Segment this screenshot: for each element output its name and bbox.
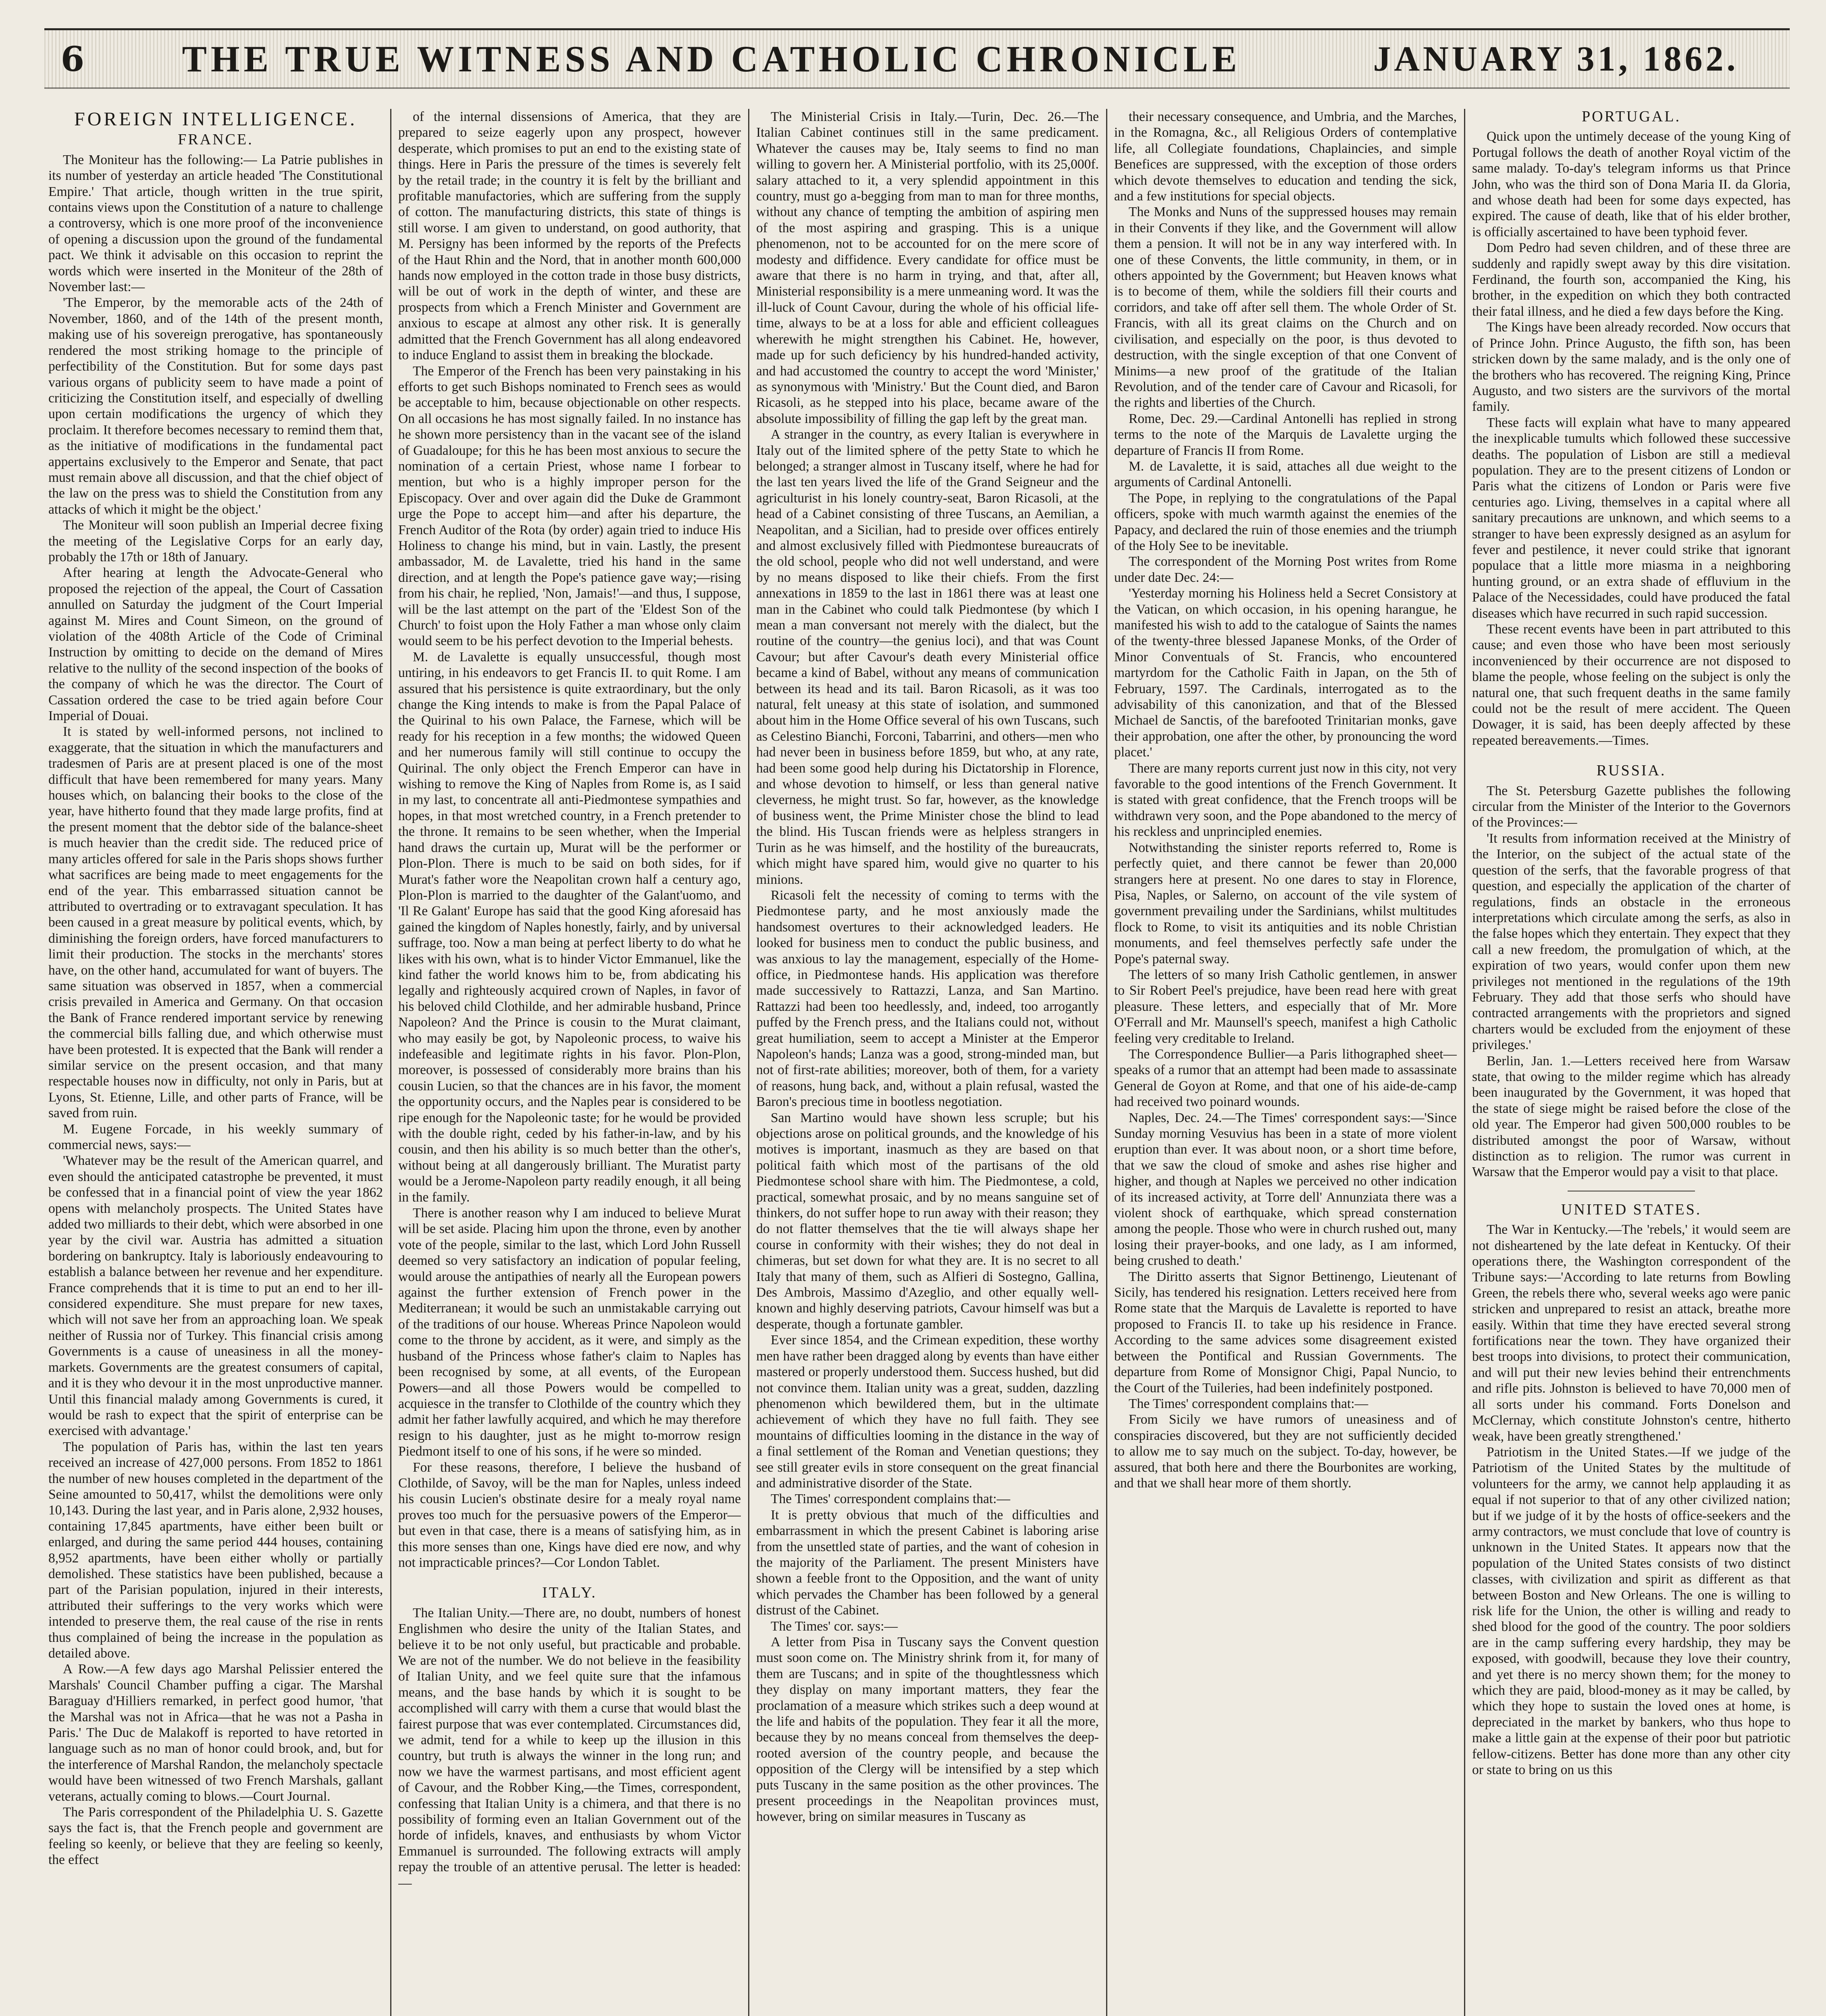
article-paragraph: The Diritto asserts that Signor Bettinengo, Lieutenant of Sicily, has tendered his resignation. Letters received here from Rome state that the Marquis de Lavalette is reported to have proposed to Francis II. to take up his residence in France. According to the same advices some disagreement existed between the Pontifical and Russian Governments. The departure from Rome of Monsignor Chigi, Papal Nuncio, to the Court of the Tuileries, had been indefinitely postponed. bbox=[1114, 1269, 1457, 1395]
article-paragraph: 'It results from information received at the Ministry of the Interior, on the subject of the actual state of the question of the serfs, that the favorable progress of that question, and especially the application of the charter of regulations, finds an obstacle in the erroneous interpretations which circulate among the serfs, as also in the false hopes which they entertain. They expect that they call a new freedom, the promulgation of which, at the expiration of two years, would confer upon them new privileges not mentioned in the regulations of the 19th February. They add that those serfs who should have contracted arrangements with the proprietors and signed charters would be excluded from the enjoyment of these privileges.' bbox=[1472, 831, 1791, 1053]
article-paragraph: of the internal dissensions of America, that they are prepared to seize eagerly upon any prospect, however desperate, which promises to put an end to the existing state of things. Here in Paris the pressure of the times is severely felt by the retail trade; in the country it is felt by the brilliant and profitable manufactories, which are suffering from the supply of cotton. The manufacturing districts, this state of things is still worse. I am given to understand, on good authority, that M. Persigny has been informed by the reports of the Prefects of the Haut Rhin and the Nord, that in another month 600,000 hands now employed in the cotton trade in those busy districts, will be out of work in the depth of winter, and these are prospects from which a French Minister and Government are anxious to escape at almost any other risk. It is generally admitted that the French Government has all along endeavored to induce England to assist them in breaking the blockade. bbox=[398, 109, 741, 363]
issue-date: JANUARY 31, 1862. bbox=[1373, 39, 1739, 79]
article-paragraph: The letters of so many Irish Catholic gentlemen, in answer to Sir Robert Peel's prejudice, have been read here with great pleasure. These letters, and especially that of Mr. More O'Ferrall and Mr. Maunsell's speech, manifest a high Catholic feeling very creditable to Ireland. bbox=[1114, 967, 1457, 1046]
article-paragraph: 'Yesterday morning his Holiness held a Secret Consistory at the Vatican, on which occasion, in his opening harangue, he manifested his wish to add to the catalogue of Saints the names of the twenty-three blessed Japanese Monks, of the Order of Minor Conventuals of St. Francis, who encountered martyrdom for the Catholic Faith in Japan, on the 5th of February, 1597. The Cardinals, interrogated as to the advisability of this canonization, and that of the Blessed Michael de Sanctis, of the barefooted Trinitarian monks, gave their approbation, one after the other, by pronouncing the word placet.' bbox=[1114, 586, 1457, 760]
article-paragraph: A Row.—A few days ago Marshal Pelissier entered the Marshals' Council Chamber puffing a cigar. The Marshal Baraguay d'Hilliers remarked, in perfect good humor, 'that the Marshal was not in Africa—that he was not a Pasha in Paris.' The Duc de Malakoff is reported to have retorted in language such as no man of honor could brook, and, but for the interference of Marshal Randon, the melancholy spectacle would have been witnessed of two French Marshals, gallant veterans, actually coming to blows.—Court Journal. bbox=[48, 1662, 383, 1804]
column-3 bbox=[756, 109, 1099, 2016]
article-paragraph: The War in Kentucky.—The 'rebels,' it would seem are not disheartened by the late defeat in Kentucky. Of their operations there, the Washington correspondent of the Tribune says:—'According to late returns from Bowling Green, the rebels there who, several weeks ago were panic stricken and unprepared to resist an attack, breathe more easily. Within that time they have erected several strong fortifications near the town. They have organized their best troops into divisions, to protect their communication, and will put their new levies behind their entrenchments and rifle pits. Johnston is believed to have 70,000 men of all sorts under his command. Forts Donelson and McClernay, which constitute Johnston's centre, hitherto weak, have been greatly strengthened.' bbox=[1472, 1222, 1791, 1444]
article-paragraph: The Paris correspondent of the Philadelphia U. S. Gazette says the fact is, that the French people and government are feeling so keenly, or believe that they are feeling so keenly, the effect bbox=[48, 1805, 383, 1868]
article-paragraph: Berlin, Jan. 1.—Letters received here from Warsaw state, that owing to the milder regime which has already been inaugurated by the Government, it was hoped that the state of siege might be raised before the close of the old year. The Emperor had given 500,000 roubles to be distributed amongst the poor of Warsaw, without distinction as to religion. The rumor was current in Warsaw that the Emperor would pay a visit to that place. bbox=[1472, 1053, 1791, 1180]
article-paragraph: A letter from Pisa in Tuscany says the Convent question must soon come on. The Ministry shrink from it, for many of them are Tuscans; and in spite of the thoughtlessness which they display on many important matters, they fear the proclamation of a measure which strikes such a deep wound at the life and habits of the population. They fear it all the more, because they by no means conceal from themselves the deep-rooted aversion of the country people, and because the opposition of the Clergy will be intensified by a step which puts Tuscany in the same position as the other provinces. The present proceedings in the Neapolitan provinces must, however, bring on similar measures in Tuscany as bbox=[756, 1635, 1099, 1824]
article-paragraph: These facts will explain what have to many appeared the inexplicable tumults which followed these successive deaths. The population of Lisbon are still a medieval population. They are to the present citizens of London or Paris what the citizens of London or Paris were five centuries ago. Living, themselves in a capital where all sanitary precautions are unknown, and which seems to a stranger to have been expressly designed as an asylum for fever and pestilence, it never could strike that ignorant populace that a little more miasma in a neighboring hunting ground, or an extra shade of effluvium in the Palace of the Necessidades, could have produced the fatal diseases which have recurred in such rapid succession. bbox=[1472, 415, 1791, 621]
article-paragraph: Ricasoli felt the necessity of coming to terms with the Piedmontese party, and he most anxiously made the handsomest overtures to their acknowledged leaders. He looked for business men to conduct the public business, and was anxious to lay the management, especially of the Home-office, in Piedmontese hands. His application was therefore made successively to Rattazzi, Lanza, and San Martino. Rattazzi had been too heedlessly, and, indeed, too arrogantly puffed by the French press, and the Italians could not, without great humiliation, seem to accept a Minister at the Emperor Napoleon's hands; Lanza was a good, strong-minded man, but not of first-rate abilities; moreover, both of them, for a variety of reasons, hung back, and, without a plain refusal, wasted the Baron's precious time in bootless negotiation. bbox=[756, 887, 1099, 1110]
article-paragraph: The population of Paris has, within the last ten years received an increase of 427,000 persons. From 1852 to 1861 the number of new houses completed in the department of the Seine amounted to 50,417, whilst the demolitions were only 10,143. During the last year, and in Paris alone, 2,932 houses, containing 17,845 apartments, have either been built or enlarged, and during the same period 444 houses, containing 8,952 apartments, have been either wholly or partially demolished. These statistics have been published, because a part of the Parisian population, injured in their interests, attributed their sufferings to the very works which were intended to preserve them, the real cause of the rise in rents thus complained of being the increase in the population as detailed above. bbox=[48, 1439, 383, 1661]
article-paragraph: The Times' correspondent complains that:— bbox=[771, 1491, 1011, 1507]
article-paragraph: Naples, Dec. 24.—The Times' correspondent says:—'Since Sunday morning Vesuvius has been in a state of more violent eruption than ever. It was about noon, or a short time before, that we saw the cloud of smoke and ashes rise higher and higher, and though at Naples we perceived no other indication of its increased activity, at Torre dell' Annunziata there was a violent shock of earthquake, which spread consternation among the people. Those who were in church rushed out, many losing their prayer-books, and one lady, as I am informed, being crushed to death.' bbox=[1114, 1110, 1457, 1268]
article-paragraph: Dom Pedro had seven children, and of these three are suddenly and rapidly swept away by this dire visitation. Ferdinand, the fourth son, accompanied the King, his brother, in the expedition on which they both contracted their fatal illness, and he died a few days before the King. bbox=[1472, 240, 1791, 319]
article-paragraph: M. Eugene Forcade, in his weekly summary of commercial news, says:— bbox=[48, 1121, 383, 1152]
article-paragraph: The Italian Unity.—There are, no doubt, numbers of honest Englishmen who desire the unity of the Italian States, and believe it to be not only useful, but practicable and probable. We are not of the number. We do not believe in the feasibility of Italian Unity, and we feel quite sure that the infamous means, and the base hands by which it is sought to be accomplished will carry with them a curse that would blast the fairest purpose that was ever contemplated. Circumstances did, we admit, tend for a while to keep up the illusion in this country, but truth is always the winner in the long run; and now we have the warmest partisans, and most efficient agent of Cavour, and the Robber King,—the Times, correspondent, confessing that Italian Unity is a chimera, and that there is no possibility of forming even an Italian Government out of the horde of infidels, knaves, and enthusiasts by whom Victor Emmanuel is surrounded. The following extracts will amply repay the trouble of an attentive perusal. The letter is headed:— bbox=[398, 1605, 741, 1891]
column-rule bbox=[1464, 109, 1465, 2016]
article-paragraph: The Times' cor. says:— bbox=[771, 1618, 898, 1634]
column-rule bbox=[1106, 109, 1107, 2016]
article-paragraph: Rome, Dec. 29.—Cardinal Antonelli has replied in strong terms to the note of the Marquis de Lavalette urging the departure of Francis II from Rome. bbox=[1114, 411, 1457, 458]
section-heading-italy: ITALY. bbox=[542, 1584, 597, 1602]
article-paragraph: The Kings have been already recorded. Now occurs that of Prince John. Prince Augusto, the fifth son, has been stricken down by the same malady, and is the only one of the brothers who has recovered. The reigning King, Prince Augusto, and two sisters are the survivors of the mortal family. bbox=[1472, 320, 1791, 414]
column-2 bbox=[398, 109, 741, 2016]
masthead bbox=[44, 28, 1790, 89]
column-4 bbox=[1114, 109, 1457, 2016]
article-paragraph: A stranger in the country, as every Italian is everywhere in Italy out of the limited sphere of the petty State to which he belonged; a stranger almost in Tuscany itself, where he had for the last ten years lived the life of the Grand Seigneur and the agriculturist in his lonely country-seat, Baron Ricasoli, at the head of a Cabinet consisting of three Tuscans, an Aemilian, a Neapolitan, and a Sicilian, had to preside over offices entirely and almost exclusively filled with Piedmontese bureaucrats of the old school, people who did not well understand, and were by no means disposed to like their chiefs. From the first annexations in 1859 to the last in 1861 there was at least one man in the Cabinet who could talk Piedmontese (by which I mean a man conversant not merely with the dialect, but the routine of the country—the genius loci), and that was Count Cavour; but after Cavour's death every Ministerial office became a kind of Babel, without any means of communication between its head and its tail. Baron Ricasoli, as it was too natural, felt uneasy at this state of isolation, and summoned about him in the Home Office several of his own Tuscans, such as Celestino Bianchi, Forconi, Tabarrini, and others—men who had never been in business before 1859, but who, at any rate, had been some good help during his Dictatorship in Florence, and whose devotion to himself, or less than general native cleverness, he might trust. So far, however, as the knowledge of business went, the Prime Minister chose the blind to lead the blind. His Tuscan friends were as helpless strangers in Turin as he was himself, and the hostility of the bureaucrats, which might have spared him, would give no quarter to his minions. bbox=[756, 427, 1099, 887]
page-number: 6 bbox=[60, 39, 85, 79]
article-paragraph: San Martino would have shown less scruple; but his objections arose on political grounds, and the knowledge of his motives is important, inasmuch as they are based on that political faith which most of the partisans of the old Piedmontese school share with him. The Piedmontese, a cold, practical, somewhat prosaic, and by no means sanguine set of thinkers, do not suffer hope to run away with their reason; they do not flatter themselves that the tie will always shape her course in conformity with their wishes; they do not deal in chimeras, but set down for what they are. It is no secret to all Italy that many of them, such as Alfieri di Sostegno, Gallina, Des Ambrois, Massimo d'Azeglio, and other equally well-known and highly deserving patriots, Cavour himself was but a desperate, though a fortunate gambler. bbox=[756, 1110, 1099, 1332]
section-heading-portugal: PORTUGAL. bbox=[1582, 109, 1681, 125]
article-paragraph: The Pope, in replying to the congratulations of the Papal officers, spoke with much warmth against the enemies of the Papacy, and declared the ruin of those enemies and the triumph of the Holy See to be inevitable. bbox=[1114, 490, 1457, 553]
article-paragraph: From Sicily we have rumors of uneasiness and of conspiracies discovered, but they are not sufficiently decided to allow me to say much on the subject. To-day, however, be assured, that both here and there the Bourbonites are working, and that we shall hear more of them shortly. bbox=[1114, 1412, 1457, 1491]
article-paragraph: M. de Lavalette, it is said, attaches all due weight to the arguments of Cardinal Antonelli. bbox=[1114, 458, 1457, 490]
article-paragraph: Ever since 1854, and the Crimean expedition, these worthy men have rather been dragged along by events than have either mastered or properly understood them. Success hushed, but did not convince them. Italian unity was a great, sudden, dazzling phenomenon which bewildered them, but in the ultimate achievement of which they have no full faith. They see mountains of difficulties looming in the distance in the way of a final settlement of the Roman and Venetian questions; they see still greater evils in store consequent on the great financial and administrative disorder of the State. bbox=[756, 1333, 1099, 1491]
section-heading-france: FRANCE. bbox=[178, 131, 254, 148]
article-paragraph: 'Whatever may be the result of the American quarrel, and even should the anticipated catastrophe be prevented, it must be confessed that in a financial point of view the year 1862 opens with melancholy prospects. The United States have added two milliards to their debt, which were absorbed in one year by the civil war. Austria has admitted a situation bordering on bankruptcy. Italy is laboriously endeavouring to establish a balance between her revenue and her expenditure. France comprehends that it is time to put an end to her ill-considered expenditure. She must prepare for new taxes, which will not save her from an approaching loan. We speak neither of Russia nor of Turkey. This financial crisis among Governments is a cause of uneasiness in all the money-markets. Governments are the greatest consumers of capital, and it is they who devour it in the most unproductive manner. Until this financial malady among Governments is cured, it would be rash to expect that the spirit of enterprise can be exercised with advantage.' bbox=[48, 1153, 383, 1439]
column-5 bbox=[1472, 109, 1791, 2016]
newspaper-title: THE TRUE WITNESS AND CATHOLIC CHRONICLE bbox=[182, 38, 1241, 79]
article-paragraph: There are many reports current just now in this city, not very favorable to the good intentions of the French Government. It is stated with great confidence, that the French troops will be withdrawn very soon, and the Pope abandoned to the mercy of his reckless and unprincipled enemies. bbox=[1114, 760, 1457, 839]
article-paragraph: M. de Lavalette is equally unsuccessful, though most untiring, in his endeavors to get Francis II. to quit Rome. I am assured that his persistence is quite extraordinary, but the only change the King intends to make is from the Papal Palace of the Quirinal to his own Palace, the Farnese, which will be ready for his reception in a few months; the widowed Queen and her numerous family will still continue to occupy the Quirinal. The only object the French Emperor can have in wishing to remove the King of Naples from Rome is, as I said in my last, to concentrate all anti-Piedmontese sympathies and hopes, in that most wretched country, in a French pretender to the throne. It remains to be seen whether, when the Imperial hand draws the curtain up, Murat will be the performer or Plon-Plon. There is much to be said on both sides, for if Murat's father wore the Neapolitan crown half a century ago, Plon-Plon is married to the daughter of the Galant'uomo, and 'Il Re Galant' Europe has said that the good King aforesaid has gained the kingdom of Naples honestly, fairly, and by universal suffrage, too. Now a man being at perfect liberty to do what he likes with his own, what is to hinder Victor Emmanuel, like the kind father the world knows him to be, from abdicating his legally and righteously acquired crown of Naples, in favor of his beloved child Clothilde, and her admirable husband, Prince Napoleon? And the Prince is cousin to the Murat claimant, who may easily be got, by Napoleonic process, to waive his indefeasible and legitimate rights in his favor. Plon-Plon, moreover, is possessed of considerably more brains than his cousin Lucien, so that the chances are in his favor, the moment the opportunity occurs, and the Naples pear is considered to be ripe enough for the Napoleonic taste; for he would be provided with the double right, ceded by his father-in-law, and by his cousin, and then his ability is so much better than the other's, without being at all dangerously brilliant. The Muratist party would be a Jerome-Napoleon party readily enough, it all being in the family. bbox=[398, 649, 741, 1205]
article-paragraph: The correspondent of the Morning Post writes from Rome under date Dec. 24:— bbox=[1114, 554, 1457, 585]
article-paragraph: It is stated by well-informed persons, not inclined to exaggerate, that the situation in which the manufacturers and tradesmen of Paris are at present placed is one of the most difficult that have been remembered for many years. Many houses which, on balancing their books to the close of the year, have hitherto found that they made large profits, find at the present moment that the debtor side of the balance-sheet is much heavier than the credit side. The reduced price of many articles offered for sale in the Paris shops shows further what sacrifices are being made to meet engagements for the end of the year. This embarrassed situation cannot be attributed to overtrading or to extravagant speculation. It has been caused in a great measure by political events, which, by diminishing the foreign orders, have forced manufacturers to limit their production. The stocks in the merchants' stores have, on the other hand, accumulated for want of buyers. The same situation was observed in 1857, when a commercial crisis prevailed in America and Germany. On that occasion the Bank of France rendered important service by renewing the commercial bills falling due, and which otherwise must have been protested. It is expected that the Bank will render a similar service on the present occasion, and that many respectable houses now in difficulty, not only in Paris, but at Lyons, St. Etienne, Lille, and other parts of France, will be saved from ruin. bbox=[48, 724, 383, 1121]
article-paragraph: The Moniteur has the following:— La Patrie publishes in its number of yesterday an article headed 'The Constitutional Empire.' That article, though written in the true spirit, contains views upon the Constitution of a nature to challenge a controversy, which is one more proof of the inconvenience of opening a discussion upon the ground of the fundamental pact. We think it advisable on this occasion to reprint the words which were inserted in the Moniteur of the 28th of November last:— bbox=[48, 152, 383, 295]
article-paragraph: The Correspondence Bullier—a Paris lithographed sheet—speaks of a rumor that an attempt had been made to assassinate General de Goyon at Rome, and that one of his aide-de-camp had received two poinard wounds. bbox=[1114, 1046, 1457, 1110]
article-paragraph: Patriotism in the United States.—If we judge of the Patriotism of the United States by the multitude of volunteers for the army, we cannot help applauding it as equal if not superior to that of any other civilized nation; but if we judge of it by the hosts of office-seekers and the army contractors, we must conclude that love of country is unknown in the United States. It appears now that the population of the United States consists of two distinct classes, with civilization and spirit as different as that between Boston and New Orleans. The one is willing to risk life for the Union, the other is willing and ready to shed blood for the good of the country. The poor soldiers are in the camp suffering every hardship, they may be exposed, with goodwill, because they love their country, and yet there is no mercy shown them; for the money to which they are paid, blood-money as it may be called, by which they hope to sustain the loved ones at home, is depreciated in the market by bankers, who thus hope to make a little gain at the expense of their poor but patriotic fellow-citizens. Better has done more than any other city or state to bring on us this bbox=[1472, 1444, 1791, 1778]
article-paragraph: The Ministerial Crisis in Italy.—Turin, Dec. 26.—The Italian Cabinet continues still in the same predicament. Whatever the causes may be, Italy seems to find no man willing to govern her. A Ministerial portfolio, with its 25,000f. salary attached to it, a very splendid appointment in this country, must go a-begging from man to man for three months, without any chance of tempting the ambition of aspiring men of the most aspiring and grasping. This is a unique phenomenon, not to be accounted for on the mere score of modesty and diffidence. Every candidate for office must be aware that there is no harm in trying, and that, after all, Ministerial responsibility is a mere unmeaning word. It was the ill-luck of Count Cavour, during the whole of his official life-time, always to be at a loss for able and efficient colleagues wherewith he might strengthen his Cabinet. He, however, made up for such deficiency by his hundred-handed activity, and had accustomed the country to accept the word 'Minister,' as synonymous with 'Ministry.' But the Count died, and Baron Ricasoli, as he stepped into his place, became aware of the absolute impossibility of filling the gap left by the great man. bbox=[756, 109, 1099, 426]
article-paragraph: It is pretty obvious that much of the difficulties and embarrassment in which the present Cabinet is laboring arise from the unsettled state of parties, and the want of cohesion in the majority of the Parliament. The present Ministers have shown a feeble front to the Opposition, and the want of unity which pervades the Chamber has been followed by a general distrust of the Cabinet. bbox=[756, 1507, 1099, 1618]
column-rule bbox=[390, 109, 391, 2016]
article-paragraph: The Monks and Nuns of the suppressed houses may remain in their Convents if they like, and the Government will allow them a pension. It will not be in any way interfered with. In one of these Convents, the little community, in them, or in others appointed by the Government; but Heaven knows what is to become of them, while the soldiers fill their courts and corridors, and take off after sell them. The whole Order of St. Francis, with all its great claims on the Church and on civilisation, and especially on the poor, is thus devoted to destruction, with the single exception of that one Convent of Minims—a new proof of the gratitude of the Italian Revolution, and of the tender care of Cavour and Ricasoli, for the rights and liberties of the Church. bbox=[1114, 204, 1457, 410]
article-paragraph: Quick upon the untimely decease of the young King of Portugal follows the death of another Royal victim of the same malady. To-day's telegram informs us that Prince John, who was the third son of Dona Maria II. da Gloria, and whose death had been for some days expected, has expired. The cause of death, like that of his elder brother, is officially ascertained to have been typhoid fever. bbox=[1472, 129, 1791, 240]
article-paragraph: After hearing at length the Advocate-General who proposed the rejection of the appeal, the Court of Cassation annulled on Saturday the judgment of the Court Imperial against M. Mires and Count Simeon, on the ground of violation of the 408th Article of the Code of Criminal Instruction by omitting to decide on the demand of Mires relative to the nullity of the second inspection of the books of the company of which he was the director. The Court of Cassation ordered the case to be tried again before Cour Imperial of Douai. bbox=[48, 565, 383, 724]
article-paragraph: The St. Petersburg Gazette publishes the following circular from the Minister of the Interior to the Governors of the Provinces:— bbox=[1472, 783, 1791, 830]
article-paragraph: The Times' correspondent complains that:— bbox=[1129, 1396, 1368, 1411]
article-paragraph: The Moniteur will soon publish an Imperial decree fixing the meeting of the Legislative Corps for an early day, probably the 17th or 18th of January. bbox=[48, 518, 383, 564]
article-paragraph: their necessary consequence, and Umbria, and the Marches, in the Romagna, &c., all Religious Orders of contemplative life, all Collegiate foundations, Chaplaincies, and simple Benefices are suppressed, with the exception of those orders which devote themselves to education and tending the sick, and a few institutions for special objects. bbox=[1114, 109, 1457, 204]
article-paragraph: 'The Emperor, by the memorable acts of the 24th of November, 1860, and of the 14th of the present month, making use of his sovereign prerogative, has spontaneously rendered the most striking homage to the principle of perfectibility of the Constitution. But for some days past various organs of publicity seem to have made a point of criticizing the Constitution itself, and especially of dwelling upon certain modifications the urgency of which they proclaim. It therefore becomes necessary to remind them that, as the initiative of modifications in the fundamental pact appertains exclusively to the Emperor and Senate, that pact must remain above all discussion, and that the chief object of the law on the press was to shield the Constitution from any attacks of which it might be the object.' bbox=[48, 295, 383, 517]
section-heading-united-states: UNITED STATES. bbox=[1561, 1201, 1702, 1218]
column-1 bbox=[48, 109, 383, 2016]
article-paragraph: The Emperor of the French has been very painstaking in his efforts to get such Bishops nominated to French sees as would be acceptable to him, because objectionable on other respects. On all occasions he has most signally failed. In no instance has he shown more persistency than in the vacant see of the island of Guadaloupe; for this he has been most anxious to secure the nomination of a certain Priest, whose name I forbear to mention, but who is a highly improper person for the Episcopacy. Over and over again did the Duke de Grammont urge the Pope to accept him—and after his departure, the French Auditor of the Rota (by order) again tried to induce His Holiness to change his mind, but in vain. Lastly, the present ambassador, M. de Lavalette, tried his hand in the same direction, and at length the Pope's patience gave way;—rising from his chair, he replied, 'Non, Jamais!'—and thus, I suppose, will be the last attempt on the part of the 'Eldest Son of the Church' to foist upon the Holy Father a man whose only claim would seem to be his perfect devotion to the Imperial behests. bbox=[398, 363, 741, 649]
article-paragraph: There is another reason why I am induced to believe Murat will be set aside. Placing him upon the throne, even by another vote of the people, similar to the last, which Lord John Russell deemed so very satisfactory an indication of popular feeling, would arouse the antipathies of nearly all the European powers against the further extension of French power in the Mediterranean; it would be such an unmistakable carrying out of the traditions of our house. Whereas Prince Napoleon would come to the throne by accident, as it were, and simply as the husband of the Princess whose father's claim to Naples has been recognised by some, at all events, of the European Powers—and all those Powers would be compelled to acquiesce in the transfer to Clothilde of the country which they admit her father lawfully acquired, and which he may therefore resign to his daughter, just as he might to-morrow resign Piedmont itself to one of his sons, if he were so minded. bbox=[398, 1206, 741, 1459]
article-paragraph: These recent events have been in part attributed to this cause; and even those who have been most seriously inconvenienced by their occurrence are not disposed to blame the people, whose feeling on the subject is only the natural one, that such frequent deaths in the same family could not be the result of mere accident. The Queen Dowager, it is said, has been deeply affected by these repeated bereavements.—Times. bbox=[1472, 622, 1791, 748]
article-paragraph: For these reasons, therefore, I believe the husband of Clothilde, of Savoy, will be the man for Naples, unless indeed his cousin Lucien's obstinate desire for a mealy royal name proves too much for the persuasive powers of the Emperor—but even in that case, there is a means of satisfying him, as in this more senses than one, Kings have died ere now, and why not impracticable princes?—Cor London Tablet. bbox=[398, 1460, 741, 1570]
column-rule bbox=[748, 109, 749, 2016]
section-header-foreign: FOREIGN INTELLIGENCE. bbox=[74, 109, 357, 130]
article-paragraph: Notwithstanding the sinister reports referred to, Rome is perfectly quiet, and there cannot be fewer than 20,000 strangers here at present. No one dares to stay in Florence, Pisa, Naples, or Salerno, on account of the vile system of government prevailing under the Sardinians, whilst multitudes flock to Rome, to visit its antiquities and its noble Christian monuments, and feel themselves perfectly safe under the Pope's paternal sway. bbox=[1114, 840, 1457, 966]
section-heading-russia: RUSSIA. bbox=[1596, 762, 1666, 779]
